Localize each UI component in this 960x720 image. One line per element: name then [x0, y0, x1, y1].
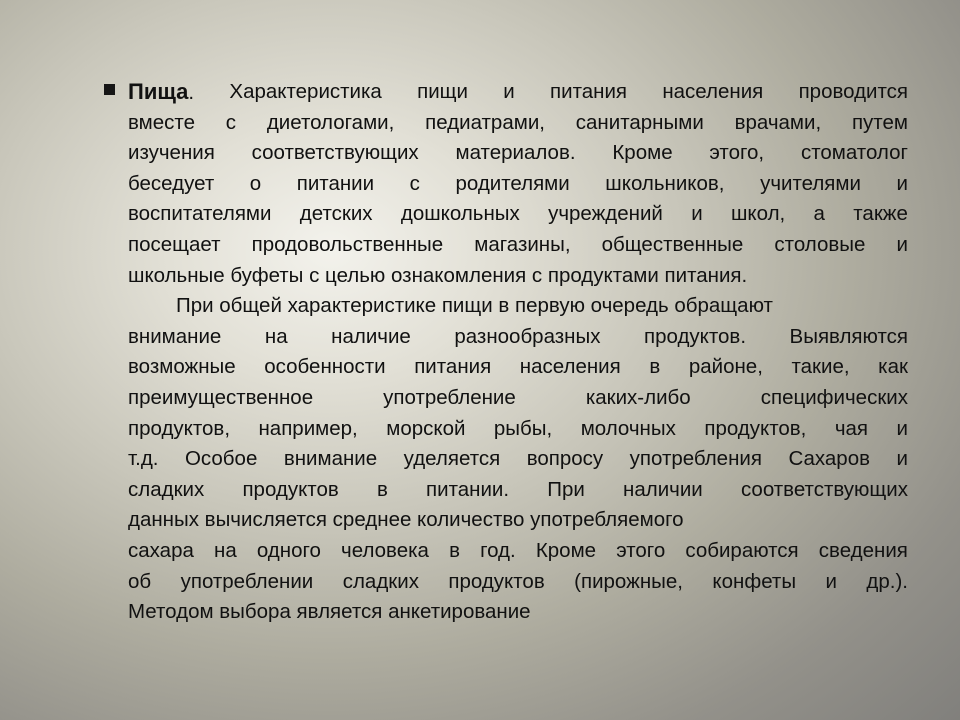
text-line: преимущественное употребление каких-либо специфических: [128, 385, 908, 409]
text-line: изучения соответствующих материалов. Кроме этого, стоматолог: [128, 141, 908, 165]
line1-word: и: [503, 80, 515, 103]
line1-word: пищи: [417, 80, 468, 103]
line1-word: питания: [550, 80, 628, 103]
text-line: т.д. Особое внимание уделяется вопросу употребления Сахаров и: [128, 447, 908, 471]
text-line: школьные буфеты с целью ознакомления с продуктами питания.: [128, 263, 748, 287]
line1-word: проводится: [798, 80, 908, 103]
text-line: посещает продовольственные магазины, общественные столовые и: [128, 232, 908, 256]
line1-word: населения: [662, 80, 764, 103]
text-line: возможные особенности питания населения в районе, такие, как: [128, 355, 908, 379]
text-line: вместе с диетологами, педиатрами, санитарными врачами, путем: [128, 110, 908, 134]
text-line: сладких продуктов в питании. При наличии соответствующих: [128, 477, 908, 501]
text-line: данных вычисляется среднее количество употребляемого: [128, 508, 684, 532]
text-line: об употреблении сладких продуктов (пирожные, конфеты и др.).: [128, 569, 908, 593]
text-line: внимание на наличие разнообразных продуктов. Выявляются: [128, 324, 908, 348]
text-line: воспитателями детских дошкольных учреждений и школ, а также: [128, 202, 908, 226]
text-line: беседует о питании с родителями школьников, учителями и: [128, 171, 908, 195]
text-line: Методом выбора является анкетирование: [128, 600, 531, 624]
bullet-square: [104, 84, 115, 95]
text-line: [128, 77, 908, 108]
lead-word: Пища.: [128, 79, 195, 104]
line1-word: Характеристика: [229, 80, 382, 103]
text-line: сахара на одного человека в год. Кроме этого собираются сведения: [128, 538, 908, 562]
text-line: продуктов, например, морской рыбы, молочных продуктов, чая и: [128, 416, 908, 440]
slide-body-text: [128, 77, 908, 628]
text-line: При общей характеристике пищи в первую очередь обращают: [176, 294, 773, 318]
